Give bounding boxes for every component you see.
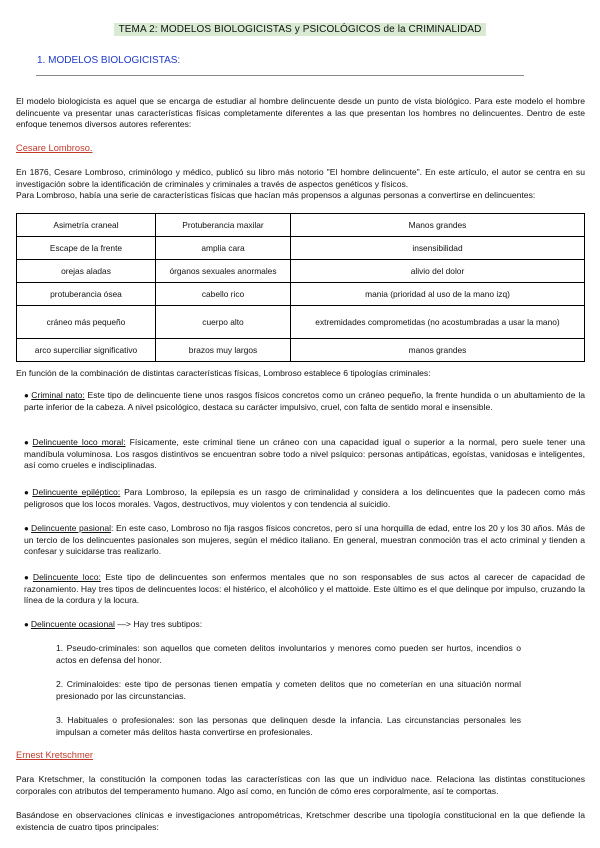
table-cell: amplia cara (156, 237, 291, 260)
table-cell: manos grandes (291, 339, 585, 362)
bullet-icon: ● (24, 620, 29, 629)
table-cell: cabello rico (156, 283, 291, 306)
title-container (0, 19, 600, 37)
list-item (24, 572, 585, 607)
list-item (24, 390, 585, 413)
table-cell: cuerpo alto (156, 306, 291, 339)
type-term: Criminal nato: (31, 390, 85, 400)
table-cell: brazos muy largos (156, 339, 291, 362)
table-cell: Escape de la frente (17, 237, 156, 260)
type-description: Este tipo de delincuentes son enfermos mentales que no son responsables de sus actos al carecer de capacidad de razonamiento. Hay tres tipos de delincuentes locos: el histérico, el alcohólico y el mattoide. Este último es el que delinque por impulso, cruzando la línea de la cordura y la locura. (24, 572, 585, 606)
bullet-icon: ● (24, 488, 31, 497)
bullet-icon: ● (24, 524, 30, 533)
subtype-item: 2. Criminaloides: este tipo de personas tienen empatía y cometen delitos que no cometerían en una situación normal presionado por las circunstancias. (56, 679, 521, 701)
table-cell: protuberancia ósea (17, 283, 156, 306)
table-row (17, 214, 585, 237)
kretschmer-paragraph-1: Para Kretschmer, la constitución la componen todas las características con las que un individuo nace. Relaciona las distintas constituciones corporales con atributos del temperamento humano. Algo así como, en función de cómo eres corporalmente, así te comportas. (16, 774, 585, 796)
table-cell: Manos grandes (291, 214, 585, 237)
table-cell: cráneo más pequeño (17, 306, 156, 339)
type-description: —> Hay tres subtipos: (114, 619, 203, 629)
table-row (17, 237, 585, 260)
table-row (17, 306, 585, 339)
bullet-icon: ● (24, 438, 31, 447)
intro-paragraph: El modelo biologicista es aquel que se encarga de estudiar al hombre delincuente desde un punto de vista biológico. Para este modelo el hombre delincuente va presentar unas características físicas completamente diferentes a las que presentan los hombres no delincuentes. Dentro de este enfoque tenemos diversos autores referentes: (16, 96, 585, 130)
type-description: Físicamente, este criminal tiene un cráneo con una capacidad igual o superior a la normal, pero suele tener una mandíbula voluminosa. Los rasgos distintivos se encuentran sobre todo a nivel psíquico: personas antipáticas, egoístas, vanidosas e inteligentes, así como crueles e indisciplinadas. (24, 437, 585, 471)
table-cell: órganos sexuales anormales (156, 260, 291, 283)
table-cell: Asimetría craneal (17, 214, 156, 237)
table-cell: insensibilidad (291, 237, 585, 260)
list-item (24, 487, 585, 510)
lombroso-paragraph-2: Para Lombroso, había una serie de características físicas que hacían más propensos a algunas personas a convertirse en delincuentes: (16, 190, 536, 200)
type-term: Delincuente pasional (31, 523, 112, 533)
table-cell: mania (prioridad al uso de la mano izq) (291, 283, 585, 306)
type-description: Este tipo de delincuente tiene unos rasgos físicos concretos como un cráneo pequeño, la frente hundida o un abultamiento de la parte inferior de la cabeza. A nivel psicológico, destaca su carácter impulsivo, cruel, con falta de sentido moral e insensible. (24, 390, 586, 412)
bullet-icon: ● (24, 391, 30, 400)
table-cell: Protuberancia maxilar (156, 214, 291, 237)
subtype-item: 3. Habituales o profesionales: son las personas que delinquen desde la infancia. Las circunstancias personales les impulsan a cometer más delitos hasta convertirse en profesionales. (56, 715, 521, 737)
typologies-intro: En función de la combinación de distintas características físicas, Lombroso establece 6 tipologías criminales: (16, 368, 431, 378)
traits-table (16, 213, 585, 362)
type-description: Para Lombroso, la epilepsia es un rasgo de criminalidad y considera a los delincuentes que la padecen como más peligrosos que los locos morales. Vagos, destructivos, muy violentos y con tendencia al suicidio. (24, 487, 585, 509)
table-row (17, 339, 585, 362)
type-description: : En este caso, Lombroso no fija rasgos físicos concretos, pero sí una horquilla de edad, entre los 20 y los 30 años. Más de un tercio de los delincuentes pasionales son mujeres, según el médico italiano. En general, muestran conmoción tras el acto criminal y tienden a confesar y suicidarse tras realizarlo. (24, 523, 585, 557)
table-row (17, 260, 585, 283)
type-term: Delincuente loco: (32, 572, 101, 582)
table-row (17, 283, 585, 306)
type-term: Delincuente ocasional (30, 619, 115, 629)
type-term: Delincuente loco moral: (32, 437, 126, 447)
table-cell: arco superciliar significativo (17, 339, 156, 362)
list-item (24, 619, 585, 631)
list-item (24, 523, 585, 558)
table-cell: orejas aladas (17, 260, 156, 283)
kretschmer-paragraph-2: Basándose en observaciones clínicas e investigaciones antropométricas, Kretschmer describe una tipología constitucional en la que defiende la existencia de cuatro tipos principales: (16, 810, 585, 832)
table-cell: alivio del dolor (291, 260, 585, 283)
lombroso-paragraph-1: En 1876, Cesare Lombroso, criminólogo y médico, publicó su libro más notorio "El hombre delincuente". En este artículo, el autor se centra en su investigación sobre la identificación de criminales y criminales a través de aspectos genéticos y físicos. (16, 167, 585, 189)
section-divider (36, 75, 524, 76)
type-term: Delincuente epiléptico: (32, 487, 121, 497)
section-heading: 1. MODELOS BIOLOGICISTAS: (37, 55, 181, 66)
document-title: TEMA 2: MODELOS BIOLOGICISTAS y PSICOLÓGICOS de la CRIMINALIDAD (114, 23, 487, 36)
kretschmer-heading: Ernest Kretschmer (16, 750, 93, 760)
lombroso-heading: Cesare Lombroso. (16, 143, 93, 153)
subtype-item: 1. Pseudo-criminales: son aquellos que cometen delitos involuntarios y menores como pueden ser hurtos, incendios o actos en defensa del honor. (56, 643, 521, 665)
bullet-icon: ● (24, 573, 31, 582)
table-cell: extremidades comprometidas (no acostumbradas a usar la mano) (291, 306, 585, 339)
list-item (24, 437, 585, 472)
